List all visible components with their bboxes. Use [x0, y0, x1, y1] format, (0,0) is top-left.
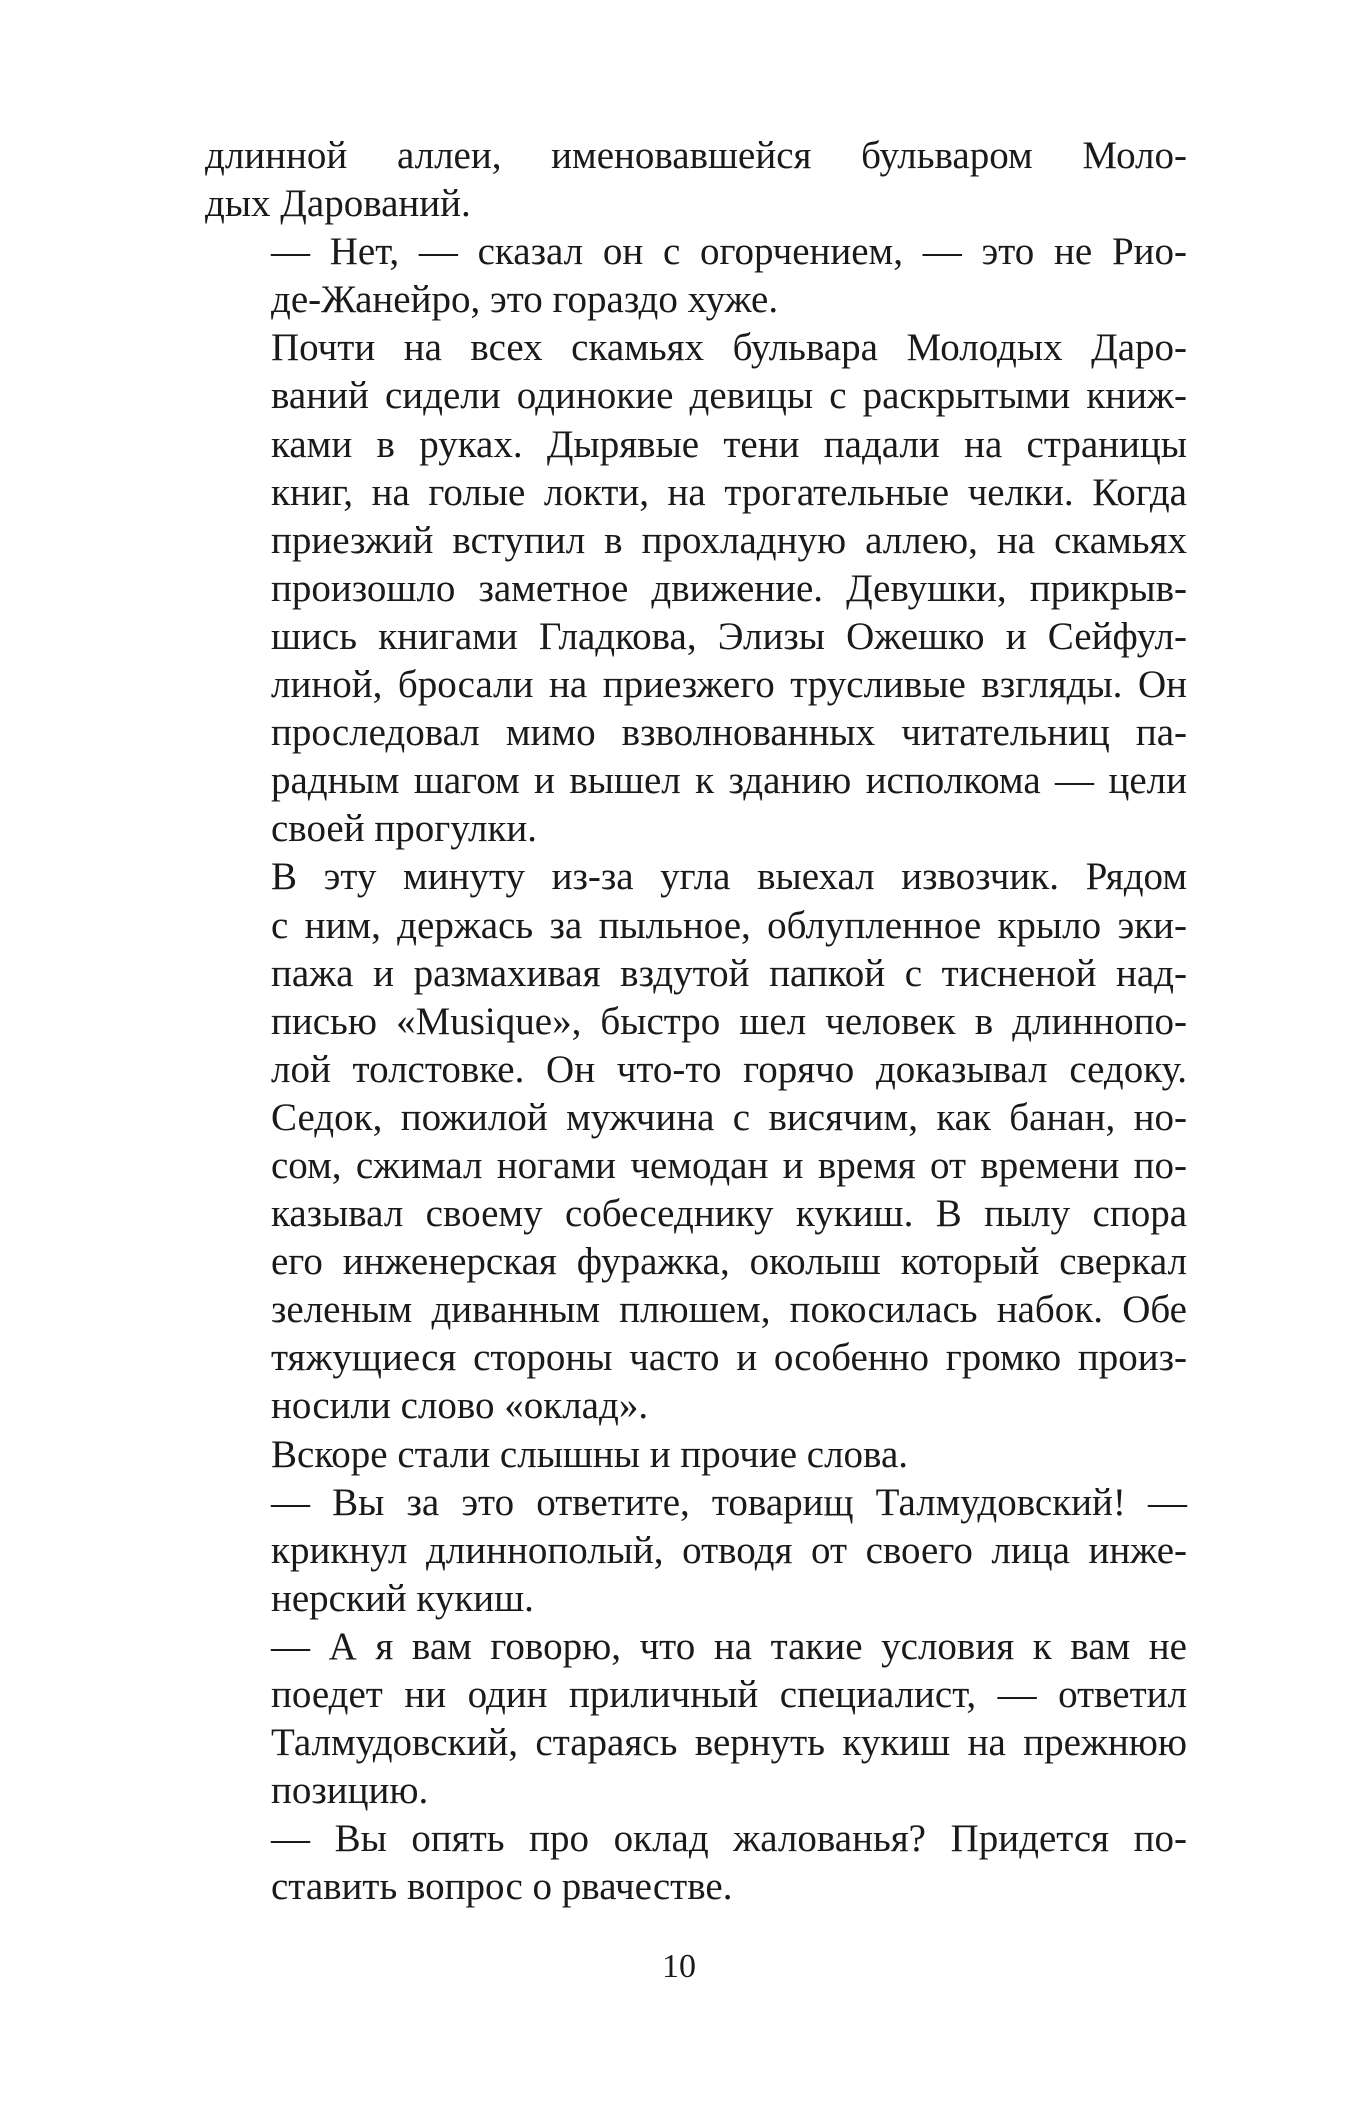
- text-line: ваний сидели одинокие девицы с раскрытыми книж-: [271, 374, 1187, 418]
- paragraph: [205, 1479, 1187, 1623]
- paragraph: [205, 853, 1187, 1430]
- text-line: произошло заметное движение. Девушки, прикрыв-: [271, 566, 1187, 610]
- text-line: Седок, пожилой мужчина с висячим, как банан, но-: [271, 1095, 1187, 1139]
- paragraph: [205, 1431, 1187, 1479]
- text-line: писью «Musique», быстро шел человек в длиннопо-: [271, 999, 1187, 1043]
- text-line: зеленым диванным плюшем, покосилась набок. Обе: [271, 1288, 1187, 1332]
- text-line: де-Жанейро, это гораздо хуже.: [271, 278, 779, 322]
- text-line: пажа и размахивая вздутой папкой с тисненой над-: [271, 951, 1187, 995]
- text-line: — Вы за это ответите, товарищ Талмудовский! —: [271, 1480, 1187, 1524]
- paragraph: [205, 228, 1187, 324]
- text-line: ставить вопрос о рвачестве.: [271, 1865, 733, 1909]
- text-line: книг, на голые локти, на трогательные челки. Когда: [271, 470, 1187, 514]
- paragraph: [205, 1623, 1187, 1815]
- text-line: нерский кукиш.: [271, 1576, 534, 1620]
- paragraph: [205, 1815, 1187, 1911]
- text-line: ками в руках. Дырявые тени падали на страницы: [271, 422, 1187, 466]
- text-line: его инженерская фуражка, околыш который сверкал: [271, 1240, 1187, 1284]
- text-line: носили слово «оклад».: [271, 1384, 649, 1428]
- text-line: Талмудовский, стараясь вернуть кукиш на прежнюю: [271, 1721, 1187, 1765]
- text-line: длинной аллеи, именовавшейся бульваром Моло-: [205, 134, 1187, 177]
- text-line: позицию.: [271, 1769, 429, 1813]
- text-line: линой, бросали на приезжего трусливые взгляды. Он: [271, 663, 1187, 707]
- text-line: шись книгами Гладкова, Элизы Ожешко и Сейфул-: [271, 614, 1187, 658]
- text-line: лой толстовке. Он что-то горячо доказывал седоку.: [271, 1047, 1187, 1091]
- paragraph: [205, 132, 1187, 228]
- text-line: радным шагом и вышел к зданию исполкома — цели: [271, 759, 1187, 803]
- body-text: [205, 132, 1187, 1911]
- text-line: дых Дарований.: [205, 182, 471, 226]
- text-line: сом, сжимал ногами чемодан и время от времени по-: [271, 1143, 1187, 1187]
- text-line: крикнул длиннополый, отводя от своего лица инже-: [271, 1528, 1187, 1572]
- text-line: своей прогулки.: [271, 807, 538, 851]
- text-line: — Вы опять про оклад жалованья? Придется по-: [271, 1817, 1187, 1861]
- page-number: 10: [662, 1948, 696, 1985]
- text-line: проследовал мимо взволнованных читательниц па-: [271, 711, 1187, 755]
- text-line: с ним, держась за пыльное, облупленное крыло эки-: [271, 903, 1187, 947]
- text-line: поедет ни один приличный специалист, — ответил: [271, 1673, 1187, 1716]
- paragraph: [205, 324, 1187, 853]
- text-line: казывал своему собеседнику кукиш. В пылу спора: [271, 1192, 1187, 1236]
- text-line: Почти на всех скамьях бульвара Молодых Даро-: [271, 326, 1187, 370]
- text-line: В эту минуту из-за угла выехал извозчик. Рядом: [271, 855, 1187, 899]
- text-line: тяжущиеся стороны часто и особенно громко произ-: [271, 1336, 1187, 1380]
- text-line: — А я вам говорю, что на такие условия к вам не: [271, 1624, 1187, 1668]
- text-line: приезжий вступил в прохладную аллею, на скамьях: [271, 518, 1187, 562]
- text-line: — Нет, — сказал он с огорчением, — это не Рио-: [271, 230, 1187, 274]
- text-line: Вскоре стали слышны и прочие слова.: [271, 1432, 909, 1476]
